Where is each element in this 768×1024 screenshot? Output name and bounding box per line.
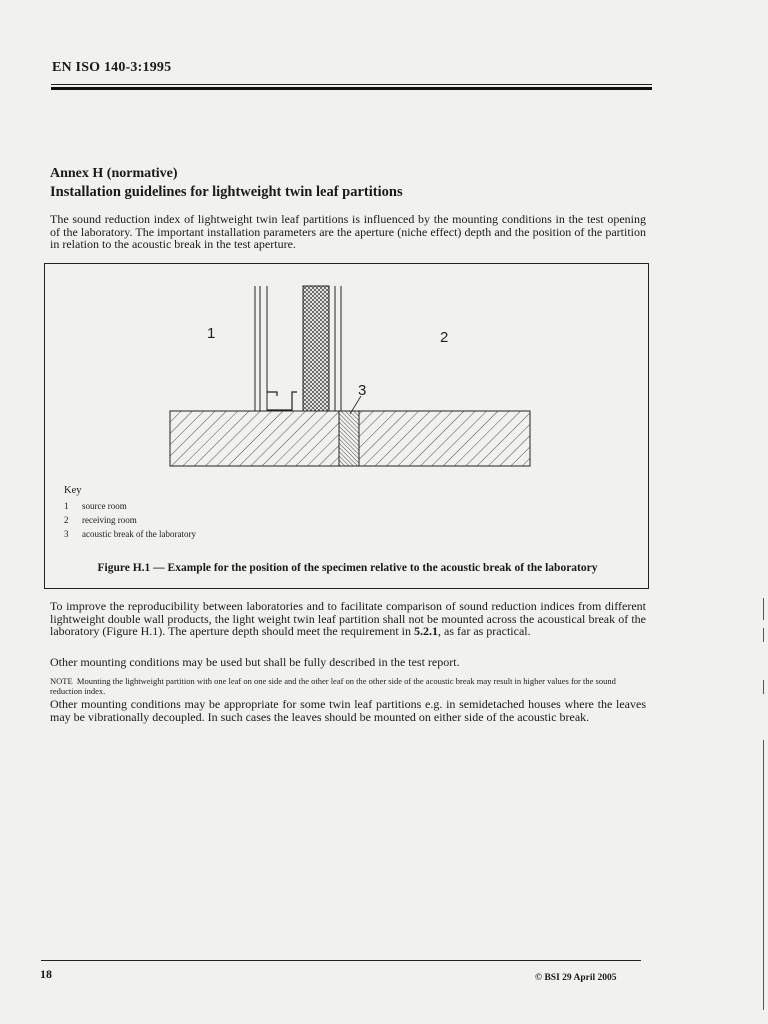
header-title: EN ISO 140-3:1995: [52, 60, 172, 75]
key-row: [64, 513, 196, 527]
label-1: 1: [207, 325, 216, 342]
key-number: 1: [64, 501, 69, 511]
figure-key: [64, 484, 196, 541]
paragraph-other-conditions: Other mounting conditions may be used but shall be fully described in the test report.: [50, 655, 460, 669]
annex-label: Annex H (normative): [50, 166, 178, 181]
key-number: 3: [64, 529, 69, 539]
mount-bracket: [267, 392, 297, 410]
footer-rule: [41, 960, 641, 961]
scan-edge-mark: [763, 598, 764, 620]
floor-right: [359, 411, 530, 466]
key-row: [64, 499, 196, 513]
key-text: acoustic break of the laboratory: [82, 529, 196, 539]
scan-edge-mark: [763, 740, 764, 1010]
figure-caption: Figure H.1 — Example for the position of the specimen relative to the acoustic break of the laboratory: [97, 562, 598, 574]
note: [50, 676, 646, 696]
copyright: © BSI 29 April 2005: [535, 973, 617, 983]
header-rule-thin: [51, 84, 652, 85]
label-3: 3: [358, 382, 367, 399]
key-row: [64, 527, 196, 541]
acoustic-break: [339, 411, 359, 466]
key-text: receiving room: [82, 515, 137, 525]
clause-reference: 5.2.1: [414, 624, 438, 638]
key-text: source room: [82, 501, 127, 511]
insulation-core: [303, 286, 329, 411]
note-label: NOTE: [50, 676, 73, 686]
note-text: Mounting the lightweight partition with one leaf on one side and the other leaf on the other side of the acoustic break may result in higher values for the sound reduction index.: [50, 676, 616, 696]
floor-left: [170, 411, 339, 466]
scan-edge-mark: [763, 628, 764, 642]
scan-edge-mark: [763, 680, 764, 694]
figure-diagram: [45, 264, 648, 484]
annex-title: Installation guidelines for lightweight twin leaf partitions: [50, 184, 403, 200]
header-rule-thick: [51, 87, 652, 90]
key-number: 2: [64, 515, 69, 525]
paragraph-text: To improve the reproducibility between laboratories and to facilitate comparison of sound reduction indices from different lightweight double wall products, the light weight twin leaf partition shall not be mounted across the acoustical break of the laboratory (Figure H.1). The aperture depth should meet the requirement in: [50, 599, 646, 638]
page-number: 18: [40, 967, 52, 981]
paragraph-decoupled: Other mounting conditions may be appropriate for some twin leaf partitions e.g. in semidetached houses where the leaves may be vibrationally decoupled. In such cases the leaves should be mounted on either side of the acoustic break.: [50, 697, 646, 724]
figure-box: [44, 263, 649, 589]
paragraph-text: , as far as practical.: [438, 624, 531, 638]
paragraph-reproducibility: [50, 600, 646, 638]
label-2: 2: [440, 329, 449, 346]
key-title: Key: [64, 485, 82, 496]
intro-paragraph: The sound reduction index of lightweight twin leaf partitions is influenced by the mounting conditions in the test opening of the laboratory. The important installation parameters are the aperture (niche effect) depth and the position of the partition in relation to the acoustic break in the test aperture.: [50, 212, 646, 251]
